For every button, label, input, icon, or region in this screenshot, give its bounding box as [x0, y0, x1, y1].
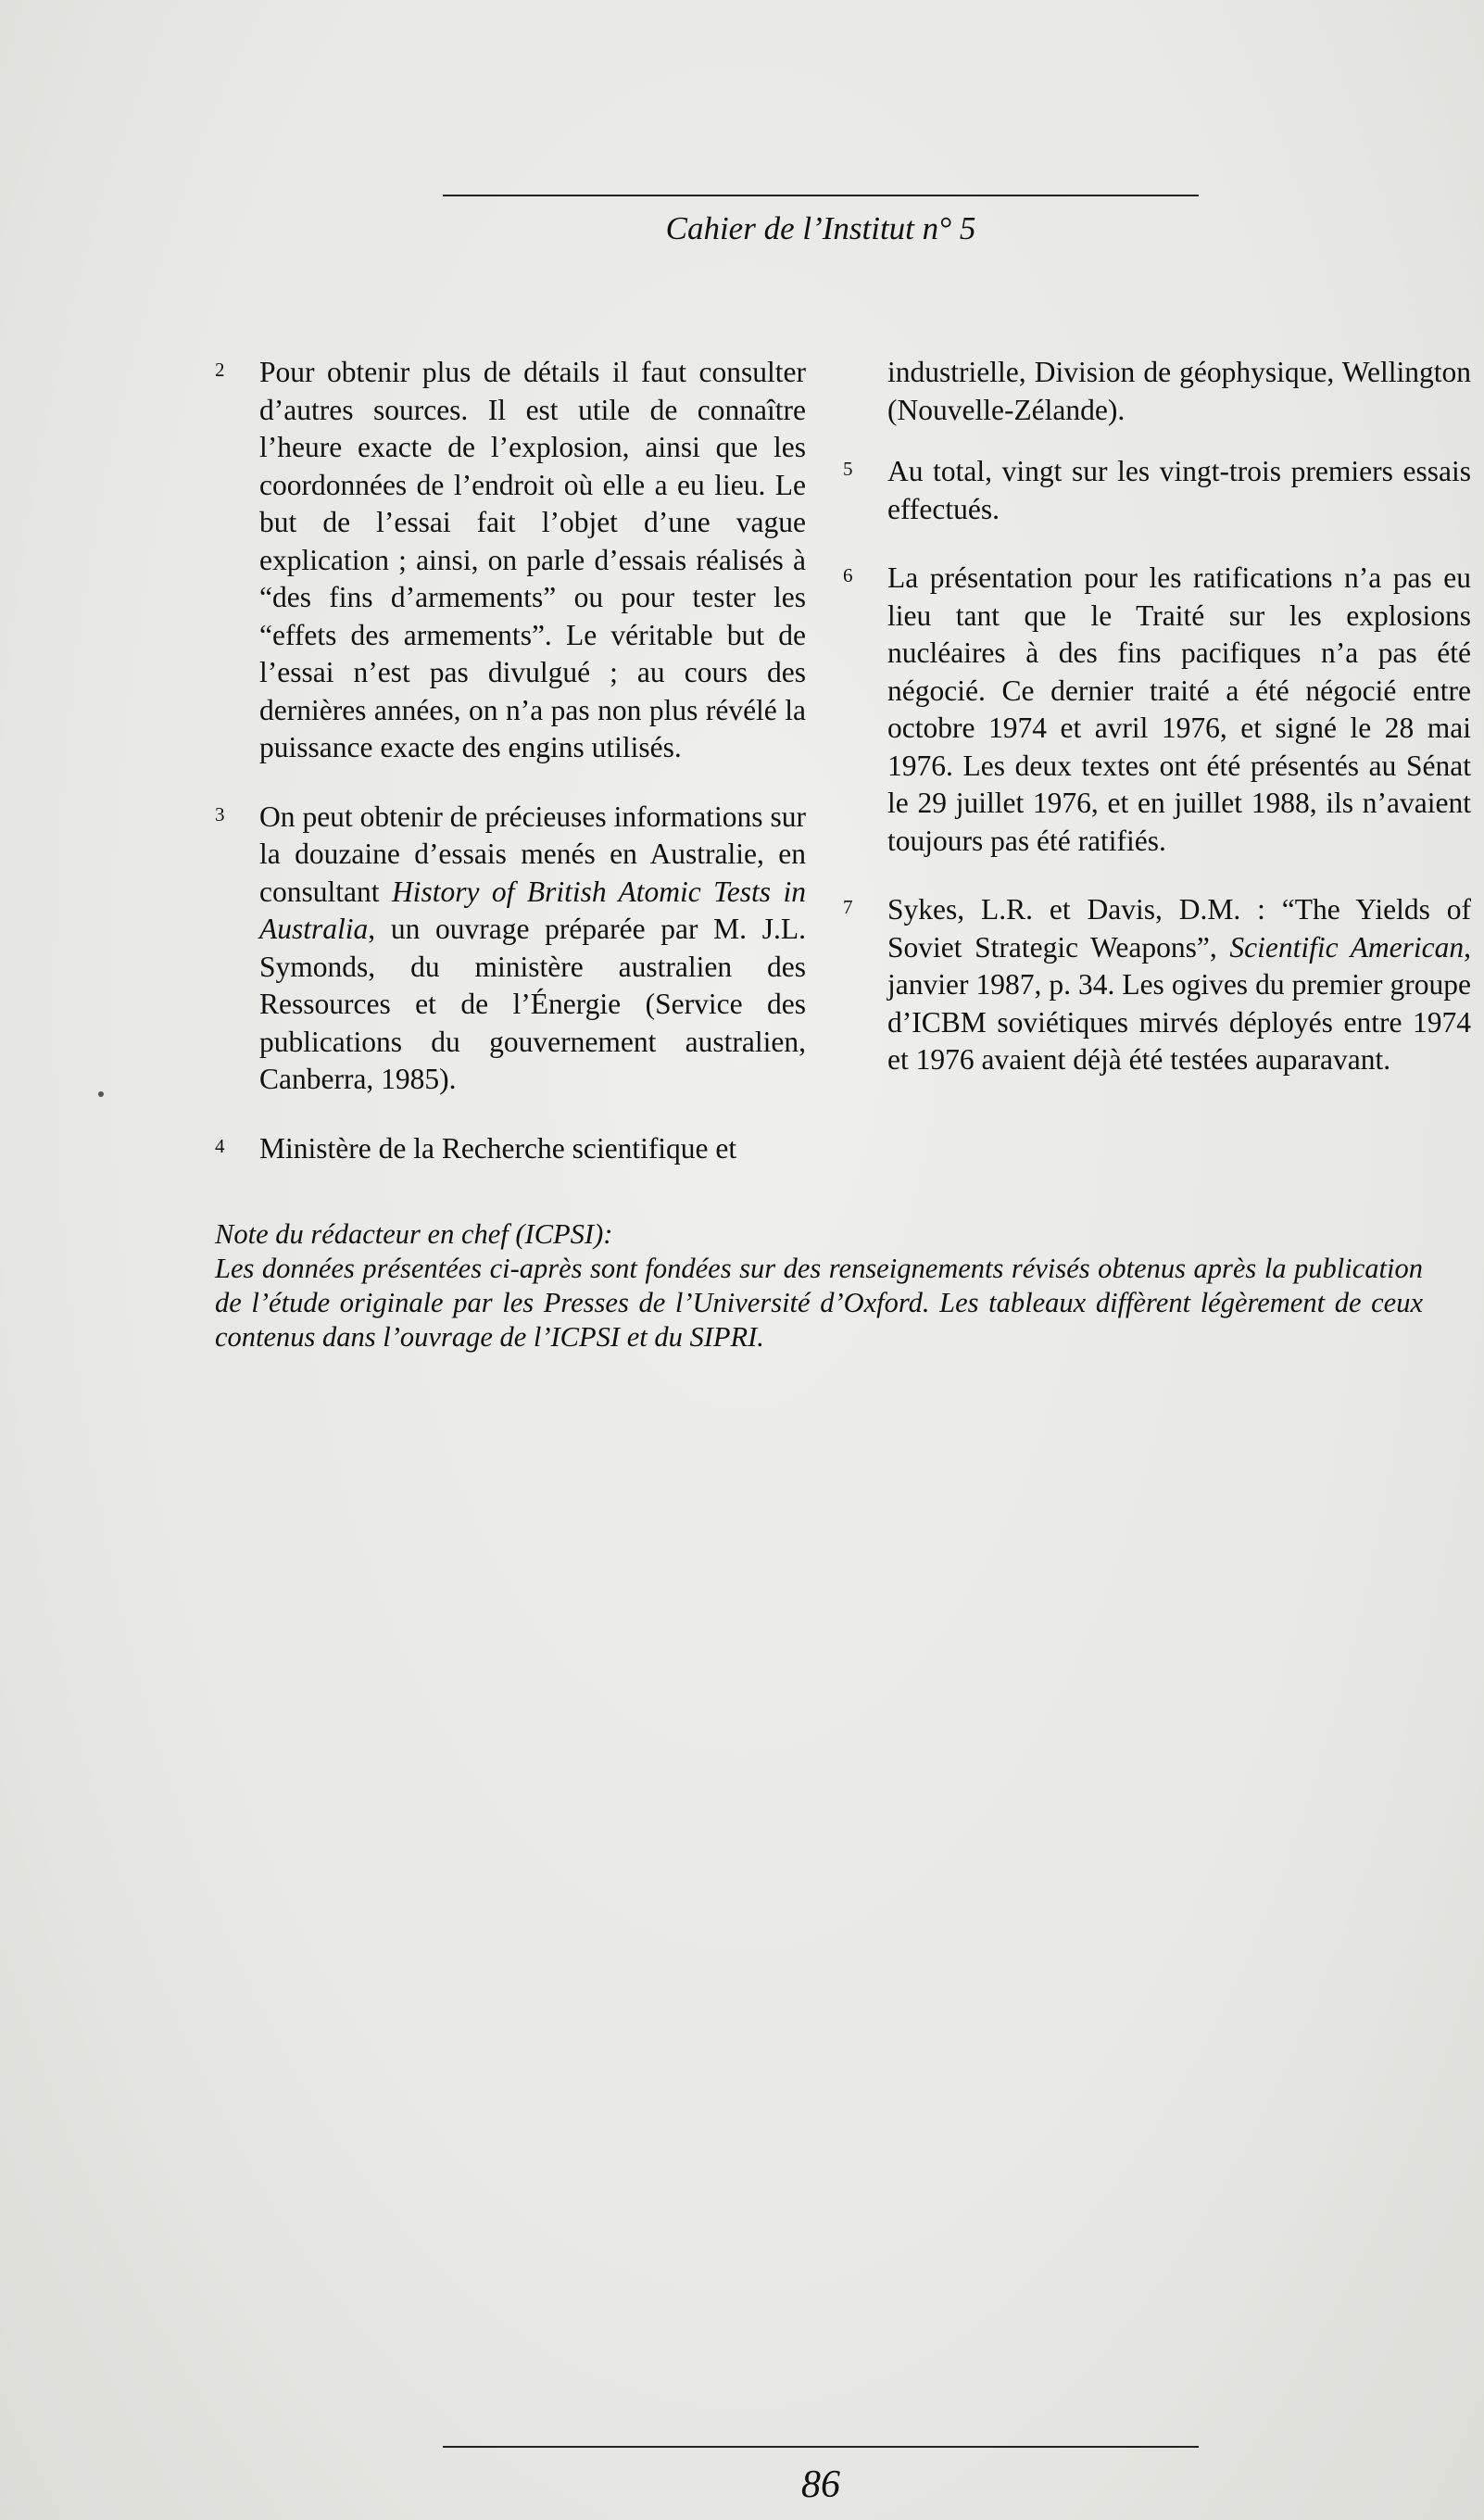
footnote-text-part: , janvier 1987, p. 34. Les ogives du premier groupe d’ICBM soviétiques mirvés déployés entre 1974 et 1976 avaient déjà été testées auparavant.	[887, 930, 1471, 1076]
footnote-text: La présentation pour les ratifications n’a pas eu lieu tant que le Traité sur les explosions nucléaires à des fins pacifiques n’a pas été négocié. Ce dernier traité a été négocié entre octobre 1974 et avril 1976, et signé le 28 mai 1976. Les deux textes ont été présentés au Sénat le 29 juillet 1976, et en juillet 1988, ils n’avaient toujours pas été ratifiés.	[887, 561, 1471, 857]
journal-title: Scientific American	[1229, 930, 1465, 964]
footnote-4-continuation: industrielle, Division de géophysique, Wellington (Nouvelle-Zélande).	[887, 356, 1471, 426]
footer-rule	[443, 2446, 1199, 2448]
footnote-7	[843, 891, 1471, 1079]
footnote-number: 4	[215, 1134, 225, 1157]
footnote-number: 2	[215, 359, 225, 381]
footnote-5	[843, 453, 1471, 528]
footnotes-right-column	[843, 354, 1471, 1111]
footnote-number: 5	[843, 458, 853, 480]
running-head: Cahier de l’Institut n° 5	[665, 210, 976, 246]
footnote-2	[215, 354, 806, 767]
footnote-text	[887, 891, 1471, 1079]
footnote-text-part: , un ouvrage préparée par M. J.L. Symonds, du ministère australien des Ressources et de l’Énergie (Service des publications du gouvernement australien, Canberra, 1985).	[259, 913, 806, 1095]
footnote-number: 7	[843, 896, 853, 918]
footnote-text	[259, 799, 806, 1099]
footnote-6	[843, 560, 1471, 860]
stray-ink-mark	[98, 1091, 104, 1097]
editor-note-body: Les données présentées ci-après sont fondées sur des renseignements révisés obtenus après la publication de l’étude originale par les Presses de l’Université d’Oxford. Les tableaux diffèrent légèrement de ceux contenus dans l’ouvrage de l’ICPSI et du SIPRI.	[215, 1253, 1423, 1353]
footnote-text: Au total, vingt sur les vingt-trois premiers essais effectués.	[887, 455, 1471, 525]
header-rule	[443, 195, 1199, 196]
footnote-number: 6	[843, 564, 853, 586]
footnote-text: Ministère de la Recherche scientifique et	[259, 1131, 737, 1165]
footnote-text-part: Sykes, L.R. et Davis, D.M. : “The Yields of Soviet Strategic Weapons”,	[887, 893, 1471, 964]
footnotes-left-column	[215, 354, 806, 1199]
page-number: 86	[801, 2463, 840, 2506]
footnote-number: 3	[215, 802, 225, 825]
footnote-3	[215, 799, 806, 1099]
editor-note-heading: Note du rédacteur en chef (ICPSI):	[215, 1218, 613, 1250]
editor-note	[215, 1217, 1423, 1354]
footnote-4	[215, 1130, 806, 1168]
footnote-text-part: On peut obtenir de précieuses informations sur la douzaine d’essais menés en Australie, en consultant	[259, 800, 806, 908]
footnote-text: Pour obtenir plus de détails il faut consulter d’autres sources. Il est utile de connaître l’heure exacte de l’explosion, ainsi que les coordonnées de l’endroit où elle a eu lieu. Le but de l’essai fait l’objet d’une vague explication ; ainsi, on parle d’essais réalisés à “des fins d’armements” ou pour tester les “effets des armements”. Le véritable but de l’essai n’est pas divulgué ; au cours des dernières années, on n’a pas non plus révélé la puissance exacte des engins utilisés.	[259, 356, 806, 763]
book-title: History of British Atomic Tests in Australia	[259, 875, 806, 945]
